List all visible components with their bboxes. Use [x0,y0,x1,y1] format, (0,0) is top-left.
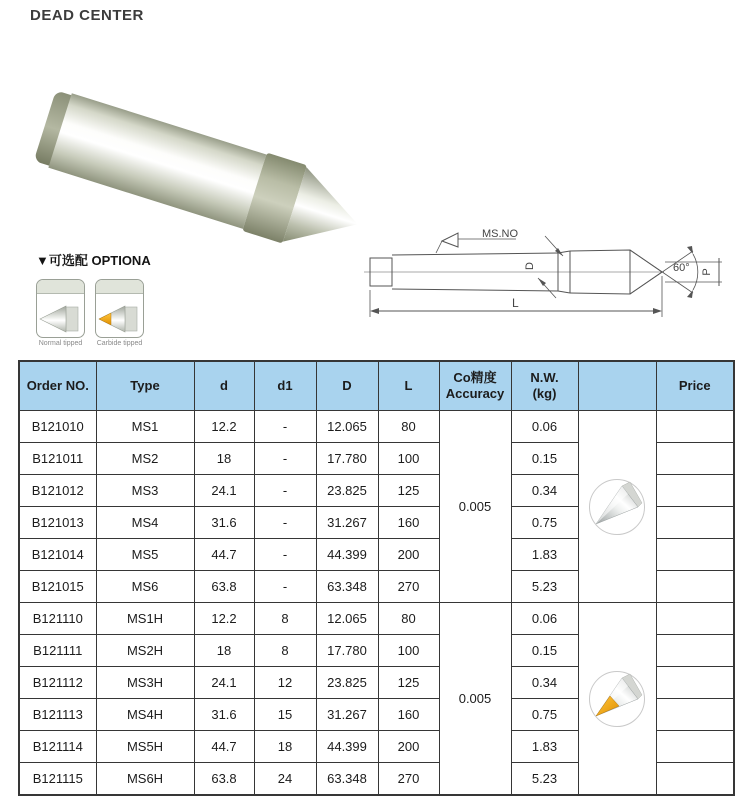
D-cell: 31.267 [316,507,378,539]
D-cell: 44.399 [316,731,378,763]
nw-cell: 0.75 [511,507,578,539]
length-label: L [512,296,519,310]
order-cell: B121113 [19,699,96,731]
type-cell: MS2 [96,443,194,475]
price-cell [656,667,734,699]
L-cell: 80 [378,411,439,443]
D-cell: 63.348 [316,763,378,796]
thumbnail-normal-tipped [36,279,85,347]
nw-cell: 0.34 [511,475,578,507]
d-arrow-bottom [538,278,546,286]
angle-arc [693,254,698,290]
thumb-caption-normal: Normal tipped [38,340,83,347]
price-cell [656,411,734,443]
d-cell: 63.8 [194,763,254,796]
d1-cell: 12 [254,667,316,699]
nw-cell: 5.23 [511,763,578,796]
d1-cell: 18 [254,731,316,763]
type-cell: MS3H [96,667,194,699]
thumb-band [96,280,143,294]
price-cell [656,603,734,635]
L-cell: 270 [378,763,439,796]
col-header-accuracy [439,361,511,411]
d-cell: 18 [194,635,254,667]
shank-body [48,93,266,229]
normal-tip-icon [37,294,82,336]
type-cell: MS4 [96,507,194,539]
d1-cell: - [254,539,316,571]
price-cell [656,699,734,731]
order-cell: B121112 [19,667,96,699]
d-cell: 63.8 [194,571,254,603]
order-cell: B121011 [19,443,96,475]
L-cell: 160 [378,699,439,731]
d-cell: 24.1 [194,667,254,699]
optional-thumbnails [36,279,176,347]
col-header-order-no: Order NO. [19,361,96,411]
type-cell: MS6 [96,571,194,603]
accuracy-cell: 0.005 [439,411,511,603]
optional-label: ▼可选配 OPTIONA [36,253,151,268]
nw-cell: 1.83 [511,539,578,571]
product-photo [28,46,360,246]
spec-table [18,360,735,796]
d-cell: 31.6 [194,507,254,539]
d-cell: 12.2 [194,411,254,443]
L-cell: 100 [378,635,439,667]
order-cell: B121010 [19,411,96,443]
price-cell [656,443,734,475]
col-header-type: Type [96,361,194,411]
optional-section [36,250,176,347]
col-header-image [578,361,656,411]
carbide-tip-thumb-box [95,279,144,338]
order-cell: B121114 [19,731,96,763]
normal-tip-thumb-box [36,279,85,338]
carbide-tip-icon [96,294,141,336]
accuracy-cell: 0.005 [439,603,511,796]
nw-header-line1: N.W. [530,369,559,385]
order-cell: B121111 [19,635,96,667]
nw-cell: 0.34 [511,667,578,699]
d1-cell: 15 [254,699,316,731]
price-cell [656,507,734,539]
nw-cell: 0.15 [511,635,578,667]
table-row [19,603,734,635]
d-dim-label: D [524,262,536,270]
order-cell: B121012 [19,475,96,507]
d-cell: 12.2 [194,603,254,635]
nw-cell: 0.06 [511,411,578,443]
L-cell: 200 [378,731,439,763]
type-cell: MS1H [96,603,194,635]
col-header-nw [511,361,578,411]
nw-cell: 1.83 [511,731,578,763]
technical-drawing [362,220,742,338]
price-cell [656,539,734,571]
arrow-right [653,308,662,314]
type-cell: MS6H [96,763,194,796]
L-cell: 200 [378,539,439,571]
thumb-caption-carbide: Carbide tipped [96,340,143,347]
type-cell: MS5H [96,731,194,763]
table-row [19,411,734,443]
d1-cell: 24 [254,763,316,796]
nw-cell: 0.15 [511,443,578,475]
price-cell [656,571,734,603]
product-thumb-normal [578,411,656,603]
L-cell: 270 [378,571,439,603]
D-cell: 12.065 [316,603,378,635]
d1-cell: - [254,571,316,603]
price-cell [656,731,734,763]
p-dim-label: P [701,268,713,276]
nw-cell: 0.06 [511,603,578,635]
order-cell: B121013 [19,507,96,539]
D-cell: 44.399 [316,539,378,571]
d1-cell: 8 [254,635,316,667]
type-cell: MS2H [96,635,194,667]
D-cell: 17.780 [316,443,378,475]
price-cell [656,475,734,507]
accuracy-header-cn: Co精度 [453,369,497,385]
d1-cell: 8 [254,603,316,635]
col-header-price: Price [656,361,734,411]
type-cell: MS1 [96,411,194,443]
page-title: DEAD CENTER [30,7,144,24]
order-cell: B121110 [19,603,96,635]
arrow-left [370,308,379,314]
nw-cell: 5.23 [511,571,578,603]
order-cell: B121115 [19,763,96,796]
d1-cell: - [254,475,316,507]
L-cell: 100 [378,443,439,475]
dimension-diagram [362,220,742,338]
L-cell: 80 [378,603,439,635]
nw-header-line2: (kg) [532,386,557,401]
dead-center-photo-graphic [28,46,360,246]
d1-cell: - [254,443,316,475]
ms-no-label: MS.NO [482,228,519,240]
d1-cell: - [254,507,316,539]
type-cell: MS5 [96,539,194,571]
type-cell: MS4H [96,699,194,731]
D-cell: 23.825 [316,475,378,507]
d-dimension-strokes [538,236,563,298]
carbide-tip-photo-icon [588,670,646,728]
col-header-d: d [194,361,254,411]
D-cell: 63.348 [316,571,378,603]
d-cell: 24.1 [194,475,254,507]
type-cell: MS3 [96,475,194,507]
d-cell: 31.6 [194,699,254,731]
d-cell: 44.7 [194,539,254,571]
order-cell: B121015 [19,571,96,603]
leader-arrowhead [442,233,458,247]
thumb-band [37,280,84,294]
col-header-D: D [316,361,378,411]
thumbnail-carbide-tipped [95,279,144,347]
accuracy-header-en: Accuracy [445,386,505,401]
col-header-L: L [378,361,439,411]
d1-cell: - [254,411,316,443]
price-cell [656,763,734,796]
L-cell: 125 [378,475,439,507]
nw-cell: 0.75 [511,699,578,731]
d-cell: 44.7 [194,731,254,763]
col-header-d1: d1 [254,361,316,411]
price-cell [656,635,734,667]
D-cell: 31.267 [316,699,378,731]
L-cell: 125 [378,667,439,699]
D-cell: 12.065 [316,411,378,443]
L-cell: 160 [378,507,439,539]
angle-label: 60° [673,262,690,274]
D-cell: 23.825 [316,667,378,699]
d-cell: 18 [194,443,254,475]
order-cell: B121014 [19,539,96,571]
header-row [19,361,734,411]
D-cell: 17.780 [316,635,378,667]
normal-tip-photo-icon [588,478,646,536]
product-thumb-carbide [578,603,656,796]
